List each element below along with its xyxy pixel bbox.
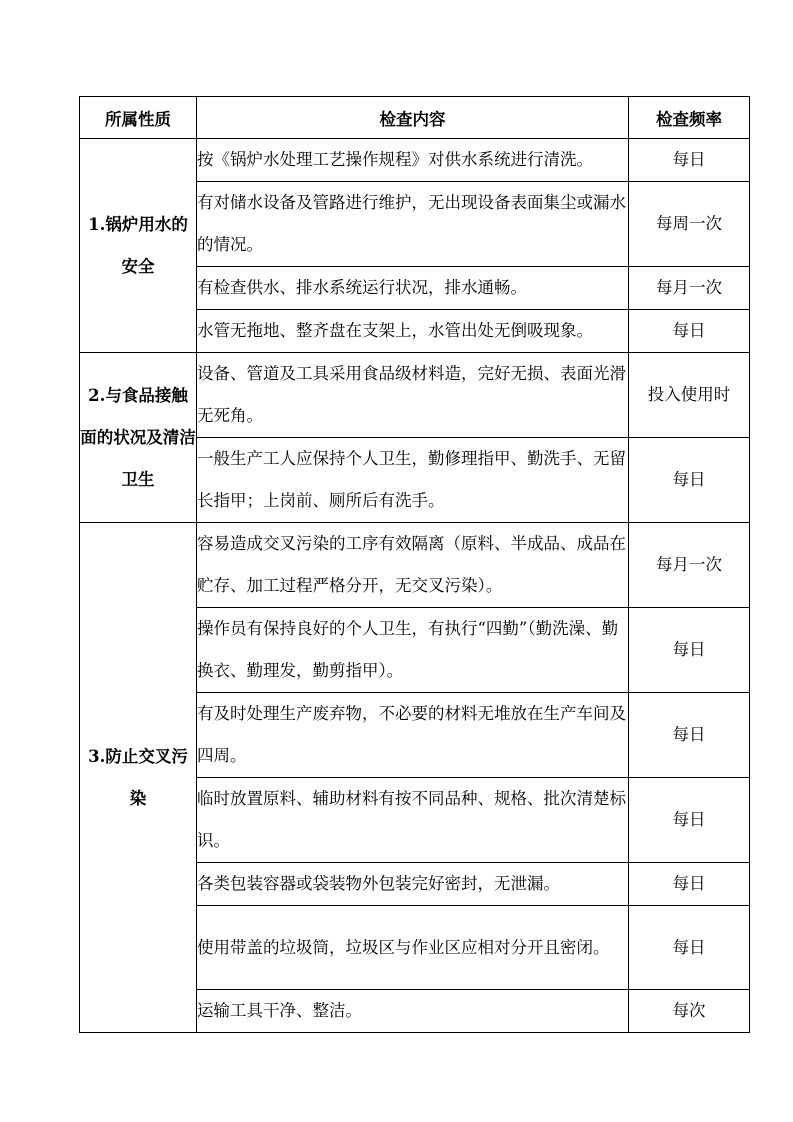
frequency-cell: 每日	[629, 693, 750, 778]
content-cell: 操作员有保持良好的个人卫生，有执行“四勤”（勤洗澡、勤换衣、勤理发，勤剪指甲）。	[197, 608, 629, 693]
content-cell: 设备、管道及工具采用食品级材料造，完好无损、表面光滑无死角。	[197, 353, 629, 438]
content-cell: 使用带盖的垃圾筒，垃圾区与作业区应相对分开且密闭。	[197, 906, 629, 990]
table-row	[80, 139, 750, 182]
frequency-cell: 每日	[629, 778, 750, 863]
content-cell: 有对储水设备及管路进行维护，无出现设备表面集尘或漏水的情况。	[197, 182, 629, 267]
frequency-cell: 每周一次	[629, 182, 750, 267]
frequency-cell: 每日	[629, 863, 750, 906]
frequency-cell: 投入使用时	[629, 353, 750, 438]
frequency-cell: 每日	[629, 139, 750, 182]
content-cell: 按《锅炉水处理工艺操作规程》对供水系统进行清洗。	[197, 139, 629, 182]
frequency-cell: 每月一次	[629, 267, 750, 310]
content-cell: 各类包装容器或袋装物外包装完好密封，无泄漏。	[197, 863, 629, 906]
frequency-cell: 每次	[629, 990, 750, 1033]
frequency-cell: 每日	[629, 310, 750, 353]
table-row	[80, 353, 750, 438]
table-row	[80, 523, 750, 608]
content-cell: 一般生产工人应保持个人卫生，勤修理指甲、勤洗手、无留长指甲；上岗前、厕所后有洗手。	[197, 438, 629, 523]
inspection-table	[79, 96, 750, 1033]
header-category: 所属性质	[80, 97, 197, 139]
content-cell: 有及时处理生产废弃物，不必要的材料无堆放在生产车间及四周。	[197, 693, 629, 778]
frequency-cell: 每日	[629, 438, 750, 523]
category-cell: 1.锅炉用水的安全	[80, 139, 197, 353]
content-cell: 运输工具干净、整洁。	[197, 990, 629, 1033]
header-frequency: 检查频率	[629, 97, 750, 139]
header-row	[80, 97, 750, 139]
category-cell: 2.与食品接触面的状况及清洁卫生	[80, 353, 197, 523]
content-cell: 容易造成交叉污染的工序有效隔离（原料、半成品、成品在贮存、加工过程严格分开，无交叉污染）。	[197, 523, 629, 608]
frequency-cell: 每日	[629, 906, 750, 990]
frequency-cell: 每日	[629, 608, 750, 693]
content-cell: 水管无拖地、整齐盘在支架上，水管出处无倒吸现象。	[197, 310, 629, 353]
frequency-cell: 每月一次	[629, 523, 750, 608]
content-cell: 有检查供水、排水系统运行状况，排水通畅。	[197, 267, 629, 310]
content-cell: 临时放置原料、辅助材料有按不同品种、规格、批次清楚标识。	[197, 778, 629, 863]
category-cell: 3.防止交叉污染	[80, 523, 197, 1033]
header-content: 检查内容	[197, 97, 629, 139]
